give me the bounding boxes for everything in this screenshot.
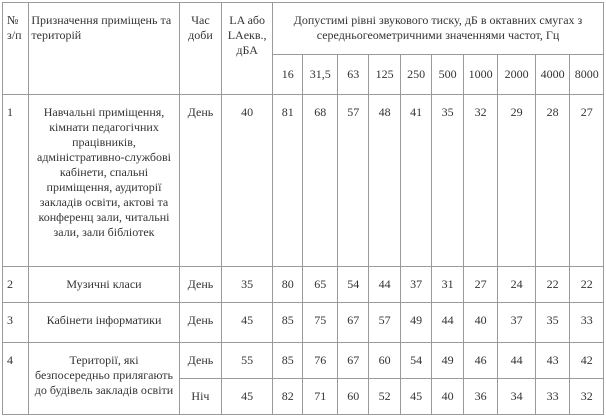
freq-16: 16 [273,55,303,95]
room-purpose: Території, які безпосередньо прилягають до будівель закладів освіти [29,343,179,415]
level-value: 60 [337,379,368,415]
level-value: 37 [498,303,536,343]
la-value: 45 [222,379,273,415]
level-value: 43 [535,343,570,379]
level-value: 31 [432,267,463,303]
level-value: 33 [535,379,570,415]
level-value: 33 [570,303,604,343]
time-of-day: День [179,267,222,303]
header-row [3,3,604,55]
header-num: № з/п [3,3,29,95]
level-value: 29 [498,95,536,267]
table-row [3,95,604,267]
header-sound-levels: Допустимі рівні звукового тиску, дБ в октавних смугах з середньогеометричними значеннями частот, Гц [273,3,604,55]
level-value: 46 [463,343,498,379]
header-purpose: Призначення приміщень та територій [29,3,179,95]
room-purpose: Музичні класи [29,267,179,303]
level-value: 49 [432,343,463,379]
level-value: 57 [337,95,368,267]
level-value: 42 [570,343,604,379]
level-value: 28 [535,95,570,267]
room-purpose: Навчальні приміщення, кімнати педагогічних працівників, адміністративно-службові кабінети, спальні приміщення, аудиторії закладів освіти, актові та конференц зали, читальні зали, зали бібліотек [29,95,179,267]
level-value: 85 [273,343,303,379]
level-value: 45 [400,379,431,415]
freq-31-5: 31,5 [303,55,338,95]
freq-500: 500 [432,55,463,95]
level-value: 85 [273,303,303,343]
table-row [3,267,604,303]
noise-levels-table [2,2,604,415]
level-value: 65 [303,267,338,303]
level-value: 54 [400,343,431,379]
level-value: 75 [303,303,338,343]
level-value: 60 [369,343,400,379]
row-number: 1 [3,95,29,267]
la-value: 55 [222,343,273,379]
header-time-of-day: Час доби [179,3,222,95]
level-value: 57 [369,303,400,343]
level-value: 40 [463,303,498,343]
la-value: 45 [222,303,273,343]
header-la: LA або LAекв., дБА [222,3,273,95]
level-value: 32 [570,379,604,415]
la-value: 40 [222,95,273,267]
level-value: 22 [570,267,604,303]
level-value: 22 [535,267,570,303]
level-value: 82 [273,379,303,415]
level-value: 35 [432,95,463,267]
level-value: 80 [273,267,303,303]
level-value: 27 [570,95,604,267]
level-value: 44 [369,267,400,303]
level-value: 67 [337,303,368,343]
level-value: 52 [369,379,400,415]
time-of-day: День [179,95,222,267]
room-purpose: Кабінети інформатики [29,303,179,343]
level-value: 68 [303,95,338,267]
freq-2000: 2000 [498,55,536,95]
level-value: 37 [400,267,431,303]
level-value: 67 [337,343,368,379]
row-number: 2 [3,267,29,303]
level-value: 24 [498,267,536,303]
level-value: 71 [303,379,338,415]
level-value: 44 [432,303,463,343]
level-value: 35 [535,303,570,343]
level-value: 44 [498,343,536,379]
level-value: 54 [337,267,368,303]
freq-1000: 1000 [463,55,498,95]
freq-125: 125 [369,55,400,95]
level-value: 48 [369,95,400,267]
level-value: 81 [273,95,303,267]
level-value: 76 [303,343,338,379]
table-row [3,303,604,343]
time-of-day: День [179,303,222,343]
level-value: 40 [432,379,463,415]
level-value: 34 [498,379,536,415]
freq-63: 63 [337,55,368,95]
level-value: 41 [400,95,431,267]
time-of-day: День [179,343,222,379]
freq-8000: 8000 [570,55,604,95]
freq-4000: 4000 [535,55,570,95]
row-number: 4 [3,343,29,415]
la-value: 35 [222,267,273,303]
row-number: 3 [3,303,29,343]
level-value: 49 [400,303,431,343]
table-row [3,343,604,379]
level-value: 27 [463,267,498,303]
freq-250: 250 [400,55,431,95]
level-value: 32 [463,95,498,267]
level-value: 36 [463,379,498,415]
time-of-day: Ніч [179,379,222,415]
